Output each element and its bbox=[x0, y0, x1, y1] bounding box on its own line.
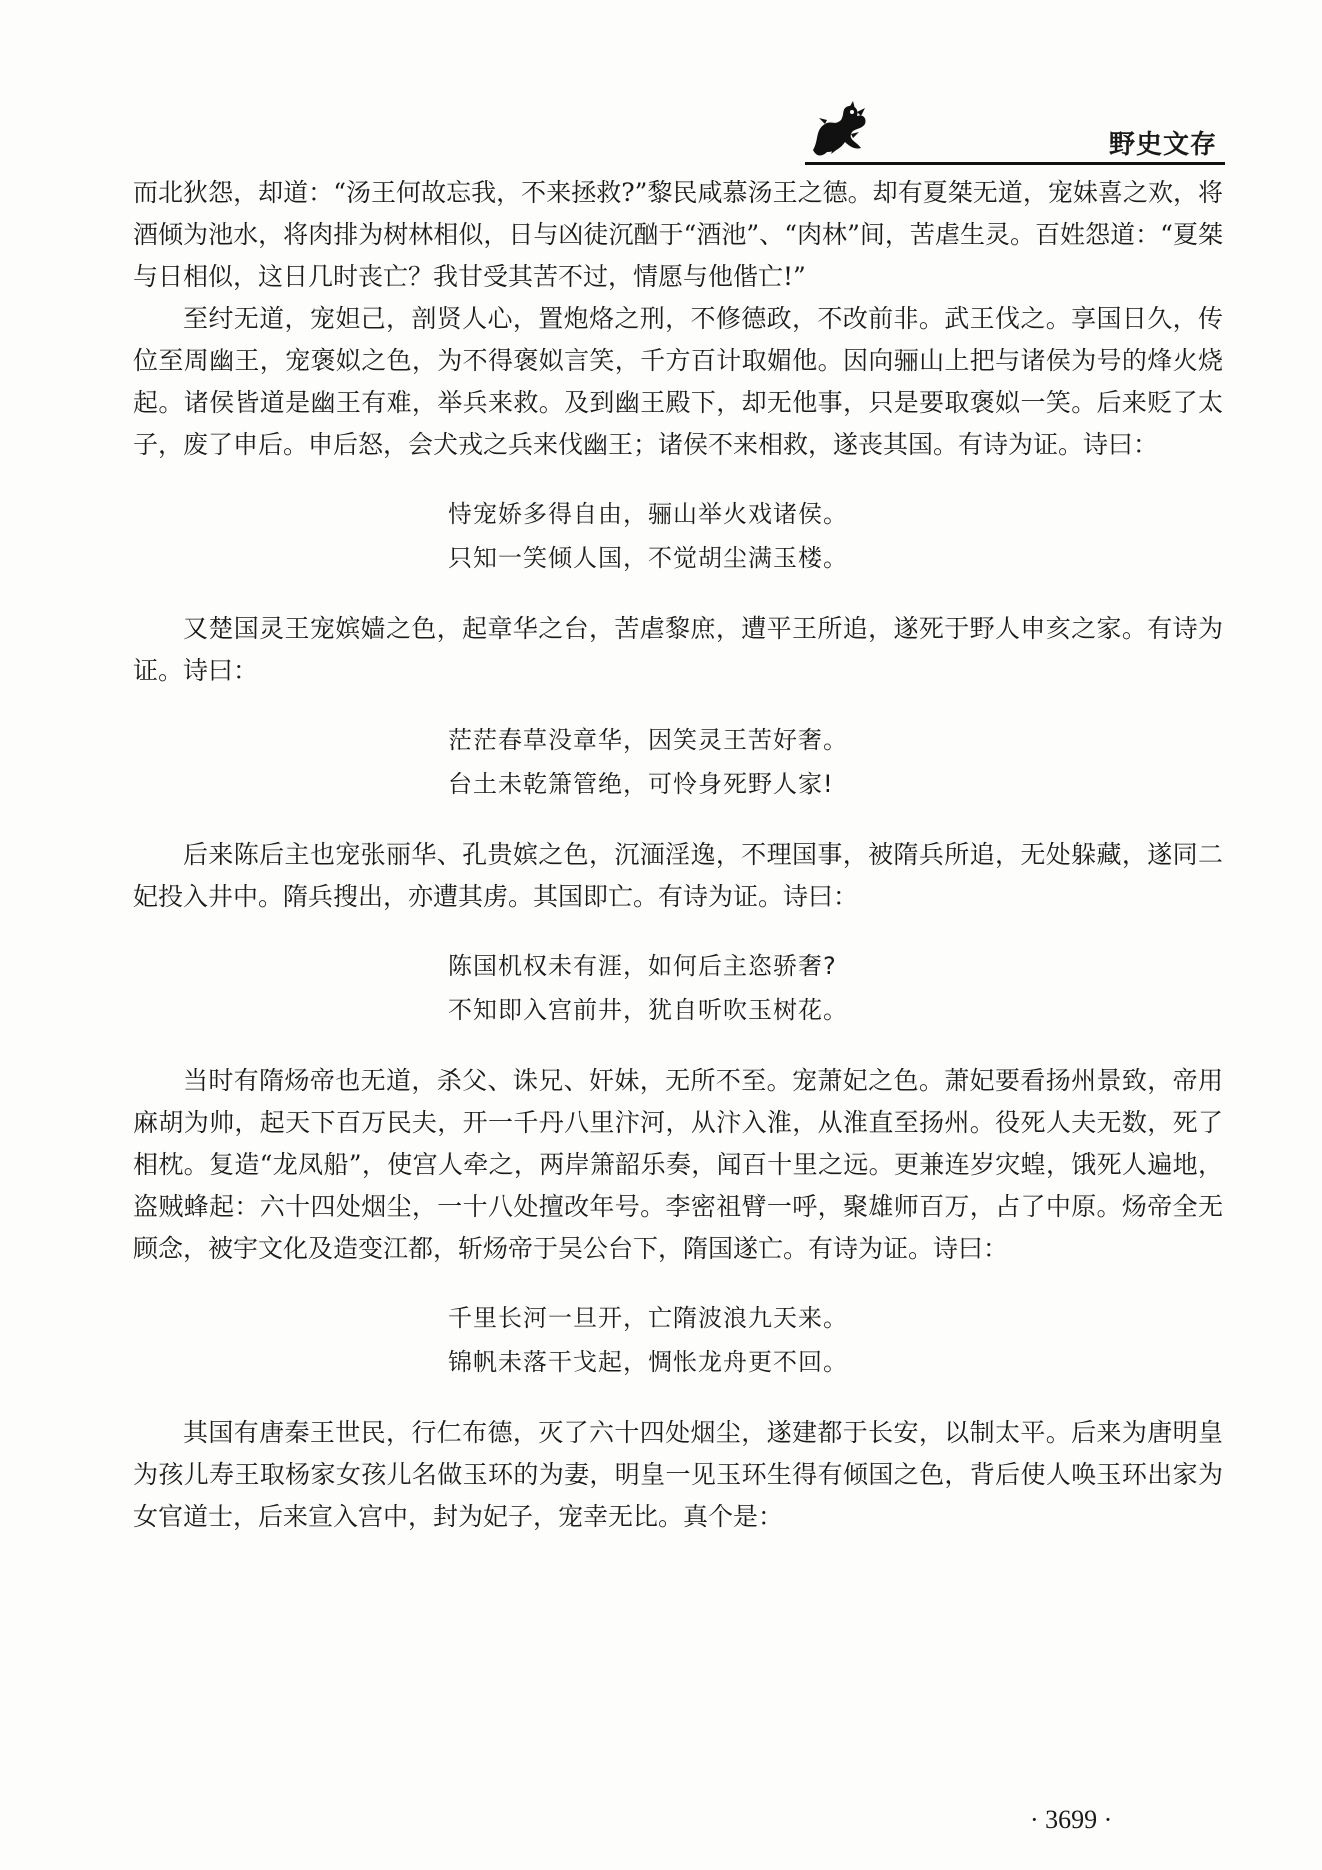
dragon-icon bbox=[805, 100, 875, 162]
poem-line: 不知即入宫前井，犹自听吹玉树花。 bbox=[448, 996, 848, 1024]
poem-line: 陈国机权未有涯，如何后主恣骄奢? bbox=[448, 952, 837, 980]
body-paragraph: 而北狄怨，却道：“汤王何故忘我，不来拯救?”黎民咸慕汤王之德。却有夏桀无道，宠妹喜之欢，将酒倾为池水，将肉排为树林相似，日与凶徒沉酗于“酒池”、“肉林”间，苦虐生灵。百姓怨道：“夏桀与日相似，这日几时丧亡？我甘受其苦不过，情愿与他偕亡!” bbox=[133, 178, 1223, 291]
poem bbox=[133, 718, 1223, 806]
body-paragraph: 后来陈后主也宠张丽华、孔贵嫔之色，沉湎淫逸，不理国事，被隋兵所追，无处躲藏，遂同二妃投入井中。隋兵搜出，亦遭其虏。其国即亡。有诗为证。诗曰： bbox=[133, 840, 1223, 911]
body-paragraph: 其国有唐秦王世民，行仁布德，灭了六十四处烟尘，遂建都于长安，以制太平。后来为唐明皇为孩儿寿王取杨家女孩儿名做玉环的为妻，明皇一见玉环生得有倾国之色，背后使人唤玉环出家为女官道士，后来宣入宫中，封为妃子，宠幸无比。真个是： bbox=[133, 1418, 1223, 1531]
poem-line: 茫茫春草没章华，因笑灵王苦好奢。 bbox=[448, 726, 848, 754]
poem-line: 恃宠娇多得自由，骊山举火戏诸侯。 bbox=[448, 500, 848, 528]
page-number: · 3699 · bbox=[1030, 1805, 1113, 1834]
body-paragraph: 又楚国灵王宠嫔嫱之色，起章华之台，苦虐黎庶，遭平王所追，遂死于野人申亥之家。有诗为证。诗曰： bbox=[133, 614, 1223, 685]
running-header bbox=[805, 100, 1225, 170]
body-paragraph: 至纣无道，宠妲己，剖贤人心，置炮烙之刑，不修德政，不改前非。武王伐之。享国日久，传位至周幽王，宠褒姒之色，为不得褒姒言笑，千方百计取媚他。因向骊山上把与诸侯为号的烽火烧起。诸侯皆道是幽王有难，举兵来救。及到幽王殿下，却无他事，只是要取褒姒一笑。后来贬了太子，废了申后。申后怒，会犬戎之兵来伐幽王；诸侯不来相救，遂丧其国。有诗为证。诗曰： bbox=[133, 304, 1223, 459]
header-rule bbox=[805, 162, 1225, 165]
poem-line: 台土未乾箫管绝，可怜身死野人家! bbox=[448, 770, 834, 798]
header-title: 野史文存 bbox=[1108, 130, 1217, 160]
page-body bbox=[133, 172, 1223, 1538]
poem bbox=[133, 1296, 1223, 1384]
poem-line: 锦帆未落干戈起，惆怅龙舟更不回。 bbox=[448, 1348, 848, 1376]
poem bbox=[133, 492, 1223, 580]
body-paragraph: 当时有隋炀帝也无道，杀父、诛兄、奸妹，无所不至。宠萧妃之色。萧妃要看扬州景致，帝用麻胡为帅，起天下百万民夫，开一千丹八里汴河，从汴入淮，从淮直至扬州。役死人夫无数，死了相枕。复造“龙凤船”，使宫人牵之，两岸箫韶乐奏，闻百十里之远。更兼连岁灾蝗，饿死人遍地，盗贼蜂起：六十四处烟尘，一十八处擅改年号。李密祖臂一呼，聚雄师百万，占了中原。炀帝全无顾念，被宇文化及造变江都，斩炀帝于吴公台下，隋国遂亡。有诗为证。诗曰： bbox=[133, 1066, 1223, 1263]
poem-line: 只知一笑倾人国，不觉胡尘满玉楼。 bbox=[448, 544, 848, 572]
poem bbox=[133, 944, 1223, 1032]
poem-line: 千里长河一旦开，亡隋波浪九天来。 bbox=[448, 1304, 848, 1332]
